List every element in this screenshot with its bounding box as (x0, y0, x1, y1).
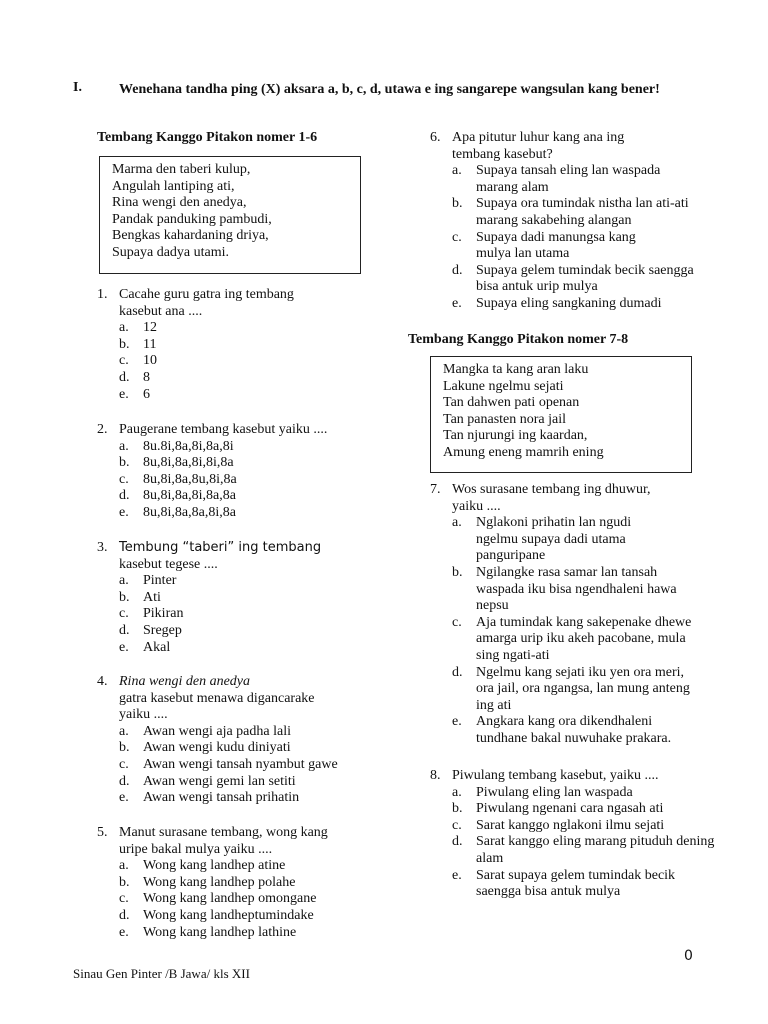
option-e[interactable] (97, 505, 387, 522)
option-letter: d. (452, 834, 463, 850)
poem-line: Amung eneng mamrih ening (443, 444, 604, 460)
option-b[interactable] (97, 337, 387, 354)
question-stem: gatra kasebut menawa digancarake (119, 690, 315, 706)
option-c[interactable] (430, 615, 720, 665)
poem-line: Bengkas kahardaning driya, (112, 228, 269, 244)
option-d[interactable] (97, 370, 387, 387)
option-text: Wong kang landhep polahe (143, 874, 296, 890)
option-d[interactable] (430, 263, 720, 296)
option-a[interactable] (97, 320, 387, 337)
option-text: 8u,8i,8a,8i,8i,8a (143, 455, 234, 471)
question-number: 4. (97, 674, 108, 689)
question-stem: kasebut tegese .... (119, 556, 218, 572)
question-stem: yaiku .... (119, 707, 168, 723)
poem2-box (430, 356, 692, 473)
option-b[interactable] (430, 565, 720, 615)
option-a[interactable] (97, 439, 387, 456)
option-d[interactable] (97, 623, 387, 640)
option-a[interactable] (430, 163, 720, 196)
option-text: Awan wengi tansah prihatin (143, 790, 300, 806)
poem-line: Angulah lantiping ati, (112, 178, 235, 194)
option-letter: a. (119, 858, 129, 874)
option-text: Pikiran (143, 606, 184, 622)
option-letter: c. (119, 756, 129, 772)
option-d[interactable] (97, 908, 387, 925)
option-text: Wong kang landhep lathine (143, 924, 297, 940)
option-text: 12 (143, 320, 157, 336)
question-number: 7. (430, 482, 441, 497)
option-text: Pinter (143, 573, 177, 589)
option-text: Wong kang landheptumindake (143, 907, 314, 923)
question-number: 2. (97, 422, 108, 437)
question-number: 1. (97, 287, 108, 302)
option-b[interactable] (430, 801, 720, 818)
question-7 (430, 482, 720, 748)
option-b[interactable] (430, 196, 720, 229)
option-text: Sarat kanggo nglakoni ilmu sejati (476, 817, 665, 833)
option-text: Aja tumindak kang sakepenake dhewe amarga urip iku akeh pacobane, mula sing ngati-ati (476, 614, 692, 663)
option-letter: a. (119, 723, 129, 739)
option-text: 8u.8i,8a,8i,8a,8i (143, 438, 234, 454)
option-text: Supaya eling sangkaning dumadi (476, 295, 662, 311)
question-2 (97, 422, 387, 522)
option-letter: a. (452, 515, 462, 531)
option-letter: b. (452, 196, 463, 212)
option-letter: e. (119, 504, 129, 520)
option-letter: e. (119, 790, 129, 806)
option-letter: e. (119, 386, 129, 402)
option-text: Nglakoni prihatin lan ngudi ngelmu supaya dadi utama panguripane (476, 515, 632, 564)
option-text: Supaya dadi manungsa kang mulya lan utama (476, 229, 636, 262)
option-letter: a. (119, 573, 129, 589)
option-c[interactable] (97, 606, 387, 623)
question-stem: Piwulang tembang kasebut, yaiku .... (452, 768, 659, 783)
question-6 (430, 130, 720, 313)
question-number: 3. (97, 540, 108, 555)
question-stem: Tembung “taberi” ing tembang (119, 540, 322, 555)
option-b[interactable] (97, 590, 387, 607)
option-letter: b. (452, 801, 463, 817)
option-letter: d. (119, 773, 130, 789)
option-letter: c. (119, 471, 129, 487)
option-text: Ngelmu kang sejati iku yen ora meri, ora jail, ora ngangsa, lan mung anteng ing ati (476, 664, 690, 713)
question-5 (97, 825, 387, 941)
option-letter: d. (119, 622, 130, 638)
option-c[interactable] (97, 891, 387, 908)
option-letter: b. (119, 455, 130, 471)
option-text: Wong kang landhep atine (143, 858, 286, 874)
option-text: 11 (143, 336, 157, 352)
option-b[interactable] (97, 875, 387, 892)
poem-line: Tan dahwen pati openan (443, 395, 580, 411)
option-c[interactable] (97, 472, 387, 489)
option-text: Ati (143, 589, 161, 605)
option-e[interactable] (97, 640, 387, 657)
option-text: Sarat kanggo eling marang pituduh dening alam (476, 834, 715, 866)
option-text: 8 (143, 369, 150, 385)
option-c[interactable] (430, 818, 720, 835)
section-instruction: Wenehana tandha ping (X) aksara a, b, c, d, utawa e ing sangarepe wangsulan kang bener! (119, 82, 660, 97)
option-letter: e. (119, 924, 129, 940)
poem-line: Pandak panduking pambudi, (112, 211, 272, 227)
option-text: Piwulang ngenani cara ngasah ati (476, 801, 664, 817)
question-number: 5. (97, 825, 108, 840)
option-text: 8u,8i,8a,8a,8i,8a (143, 504, 236, 520)
option-c[interactable] (97, 757, 387, 774)
question-3 (97, 540, 387, 656)
option-text: 6 (143, 386, 150, 402)
option-text: 8u,8i,8a,8u,8i,8a (143, 471, 237, 487)
option-letter: b. (452, 564, 463, 580)
option-letter: a. (119, 320, 129, 336)
option-letter: b. (119, 740, 130, 756)
poem-line: Tan njurungi ing kaardan, (443, 428, 588, 444)
question-stem: tembang kasebut? (452, 146, 553, 162)
question-stem: Wos surasane tembang ing dhuwur, (452, 482, 651, 497)
option-e[interactable] (430, 868, 720, 901)
section-number: I. (73, 80, 82, 95)
question-stem: yaiku .... (452, 498, 501, 514)
option-d[interactable] (430, 834, 720, 867)
poem1-heading: Tembang Kanggo Pitakon nomer 1-6 (97, 130, 318, 145)
question-stem: kasebut ana .... (119, 303, 203, 319)
option-letter: c. (452, 229, 462, 245)
option-letter: c. (452, 817, 462, 833)
poem-line: Tan panasten nora jail (443, 411, 567, 427)
option-text: Awan wengi tansah nyambut gawe (143, 756, 338, 772)
option-a[interactable] (430, 785, 720, 802)
option-text: Ngilangke rasa samar lan tansah waspada iku bisa ngendhaleni hawa nepsu (476, 564, 677, 614)
option-b[interactable] (97, 455, 387, 472)
option-e[interactable] (97, 387, 387, 404)
poem-line: Supaya dadya utami. (112, 244, 230, 260)
question-stem: Rina wengi den anedya (119, 674, 251, 689)
question-stem: uripe bakal mulya yaiku .... (119, 841, 273, 857)
option-e[interactable] (97, 790, 387, 807)
option-letter: d. (452, 262, 463, 278)
option-text: Akal (143, 639, 171, 655)
option-e[interactable] (97, 925, 387, 942)
option-c[interactable] (97, 353, 387, 370)
question-4 (97, 674, 387, 807)
option-text: 10 (143, 353, 157, 369)
option-text: Supaya gelem tumindak becik saengga bisa antuk urip mulya (476, 262, 694, 295)
option-text: Supaya ora tumindak nistha lan ati-ati marang sakabehing alangan (476, 196, 689, 228)
question-number: 8. (430, 768, 441, 783)
option-text: Awan wengi gemi lan setiti (143, 773, 296, 789)
footer-text: Sinau Gen Pinter /B Jawa/ kls XII (73, 966, 250, 981)
option-text: Awan wengi aja padha lali (143, 723, 291, 739)
option-letter: d. (119, 488, 130, 504)
option-letter: a. (119, 438, 129, 454)
option-text: Sarat supaya gelem tumindak becik saengga bisa antuk mulya (476, 867, 676, 900)
option-letter: e. (452, 714, 462, 730)
option-letter: c. (452, 614, 462, 630)
option-a[interactable] (97, 573, 387, 590)
option-letter: a. (452, 784, 462, 800)
option-a[interactable] (430, 515, 720, 565)
poem1-box (99, 156, 361, 274)
option-b[interactable] (97, 740, 387, 757)
option-text: Awan wengi kudu diniyati (143, 740, 291, 756)
poem-line: Lakune ngelmu sejati (443, 378, 564, 394)
poem-line: Rina wengi den anedya, (112, 195, 247, 211)
page-number: 0 (684, 948, 693, 964)
poem-line: Marma den taberi kulup, (112, 162, 251, 177)
option-letter: d. (119, 907, 130, 923)
question-stem: Manut surasane tembang, wong kang (119, 825, 328, 840)
option-text: Supaya tansah eling lan waspada marang alam (476, 163, 661, 195)
option-letter: c. (119, 353, 129, 369)
option-a[interactable] (97, 724, 387, 741)
option-a[interactable] (97, 858, 387, 875)
option-text: Sregep (143, 622, 182, 638)
option-letter: e. (452, 295, 462, 311)
option-letter: b. (119, 874, 130, 890)
poem-line: Mangka ta kang aran laku (443, 362, 589, 377)
question-8 (430, 768, 720, 901)
option-letter: d. (119, 369, 130, 385)
option-letter: e. (119, 639, 129, 655)
option-letter: d. (452, 664, 463, 680)
option-letter: c. (119, 606, 129, 622)
option-letter: b. (119, 589, 130, 605)
option-text: Wong kang landhep omongane (143, 891, 317, 907)
poem2-heading: Tembang Kanggo Pitakon nomer 7-8 (408, 332, 629, 347)
option-c[interactable] (430, 230, 720, 263)
question-stem: Cacahe guru gatra ing tembang (119, 287, 294, 302)
option-d[interactable] (430, 665, 720, 715)
question-1 (97, 287, 387, 403)
question-number: 6. (430, 130, 441, 145)
option-text: 8u,8i,8a,8i,8a,8a (143, 488, 236, 504)
question-stem: Paugerane tembang kasebut yaiku .... (119, 422, 328, 437)
option-e[interactable] (430, 714, 720, 747)
option-text: Piwulang eling lan waspada (476, 784, 633, 800)
option-letter: c. (119, 891, 129, 907)
option-d[interactable] (97, 488, 387, 505)
option-d[interactable] (97, 774, 387, 791)
option-letter: e. (452, 867, 462, 883)
option-text: Angkara kang ora dikendhaleni tundhane bakal nuwuhake prakara. (476, 714, 672, 746)
option-letter: a. (452, 163, 462, 179)
option-e[interactable] (430, 296, 720, 313)
option-letter: b. (119, 336, 130, 352)
question-stem: Apa pitutur luhur kang ana ing (452, 130, 625, 145)
